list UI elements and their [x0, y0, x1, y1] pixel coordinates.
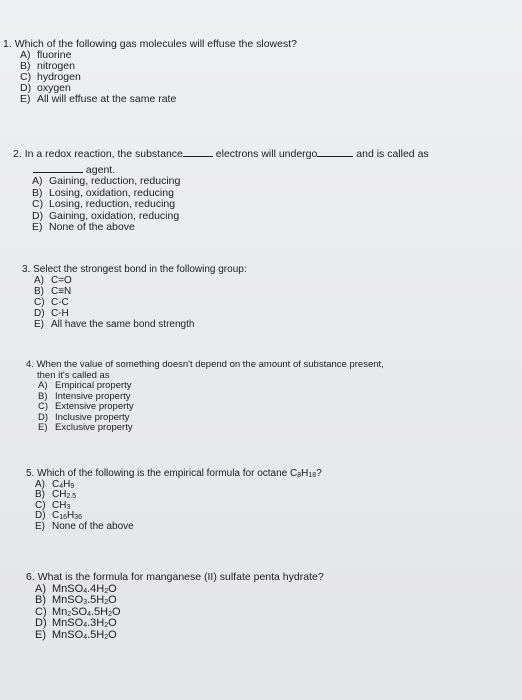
- question-number: 3.: [22, 264, 31, 275]
- option-c: C) hydrogen: [20, 71, 81, 83]
- option-c: C) Losing, reduction, reducing: [32, 198, 176, 210]
- question-stem: [22, 264, 247, 275]
- question-5: [26, 469, 322, 532]
- option-e: E) All have the same bond strength: [34, 319, 195, 330]
- option-d: D) oxygen: [20, 82, 71, 94]
- option-e: E) Exclusive property: [38, 422, 133, 433]
- option-a: A) fluorine: [20, 49, 72, 61]
- option-a: A) $C_4H_9$: [35, 478, 75, 490]
- question-number: 4.: [26, 359, 34, 370]
- option-d: D) C-H: [34, 308, 69, 319]
- option-c: C) C-C: [34, 297, 69, 308]
- option-e: E) None of the above: [32, 221, 135, 233]
- option-c: C) Extensive property: [38, 401, 134, 412]
- question-number: 2.: [13, 148, 22, 160]
- question-2: 2. In a redox reaction, the substance electrons will undergo and is called as agent. A) Gaining, reduction, reducing B) Losing, oxidation, reducing C) Losing, reduction, reducing D) Gaining, oxidation, reducing E) None of the above: [13, 148, 429, 233]
- question-1: [3, 39, 297, 105]
- option-b: B) Losing, oxidation, reducing: [32, 186, 174, 199]
- option-b: B) $MnSO_3.5H_2O$: [35, 594, 117, 606]
- question-text: Select the strongest bond in the following group:: [33, 264, 247, 275]
- question-number: 5.: [26, 468, 35, 479]
- question-stem: 2. In a redox reaction, the substance electrons will undergo and is called as: [13, 148, 429, 160]
- option-c: C) $Mn_2SO_4.5H_2O$: [35, 605, 121, 618]
- option-d: D) Gaining, oxidation, reducing: [32, 209, 180, 222]
- answer-blank: [183, 147, 213, 157]
- option-b: B) nitrogen: [20, 60, 75, 72]
- option-b: B) C≡N: [34, 286, 72, 297]
- answer-blank: [317, 147, 353, 157]
- option-e: E) None of the above: [35, 520, 134, 532]
- option-e: E) $MnSO_4.5H_2O$: [35, 628, 117, 641]
- option-a: A) C=O: [34, 275, 72, 286]
- option-d: D) $C_{16}H_{36}$: [35, 510, 83, 521]
- option-b: B) $CH_{2.5}$: [35, 489, 77, 500]
- option-d: D) $MnSO_4.3H_2O$: [35, 617, 117, 629]
- question-4: 4. When the value of something doesn't depend on the amount of substance present, then it's called as A) Empirical property B) Intensive property C) Extensive property D) Inclusive property E) Exclusive property: [26, 359, 384, 433]
- option-a: A) Gaining, reduction, reducing: [32, 175, 181, 187]
- question-text: Which of the following gas molecules will effuse the slowest?: [14, 38, 297, 50]
- option-e: E) All will effuse at the same rate: [20, 93, 177, 105]
- option-a: A) $MnSO_4.4H_2O$: [35, 582, 117, 595]
- option-c: C) $CH_3$: [35, 499, 71, 511]
- question-stem: 5. Which of the following is the empirical formula for octane $C_8H_{18}$?: [26, 468, 322, 479]
- option-b: B) Intensive property: [38, 390, 131, 402]
- question-text: What is the formula for manganese (II) sulfate penta hydrate?: [37, 571, 324, 583]
- question-number: 1.: [3, 38, 12, 50]
- option-a: A) Empirical property: [38, 380, 132, 391]
- question-3: [22, 264, 247, 330]
- option-d: D) Inclusive property: [38, 411, 130, 423]
- question-number: 6.: [26, 571, 35, 583]
- question-text: When the value of something doesn't depend on the amount of substance present,: [36, 359, 384, 370]
- answer-blank: [33, 163, 83, 173]
- question-6: [26, 572, 324, 641]
